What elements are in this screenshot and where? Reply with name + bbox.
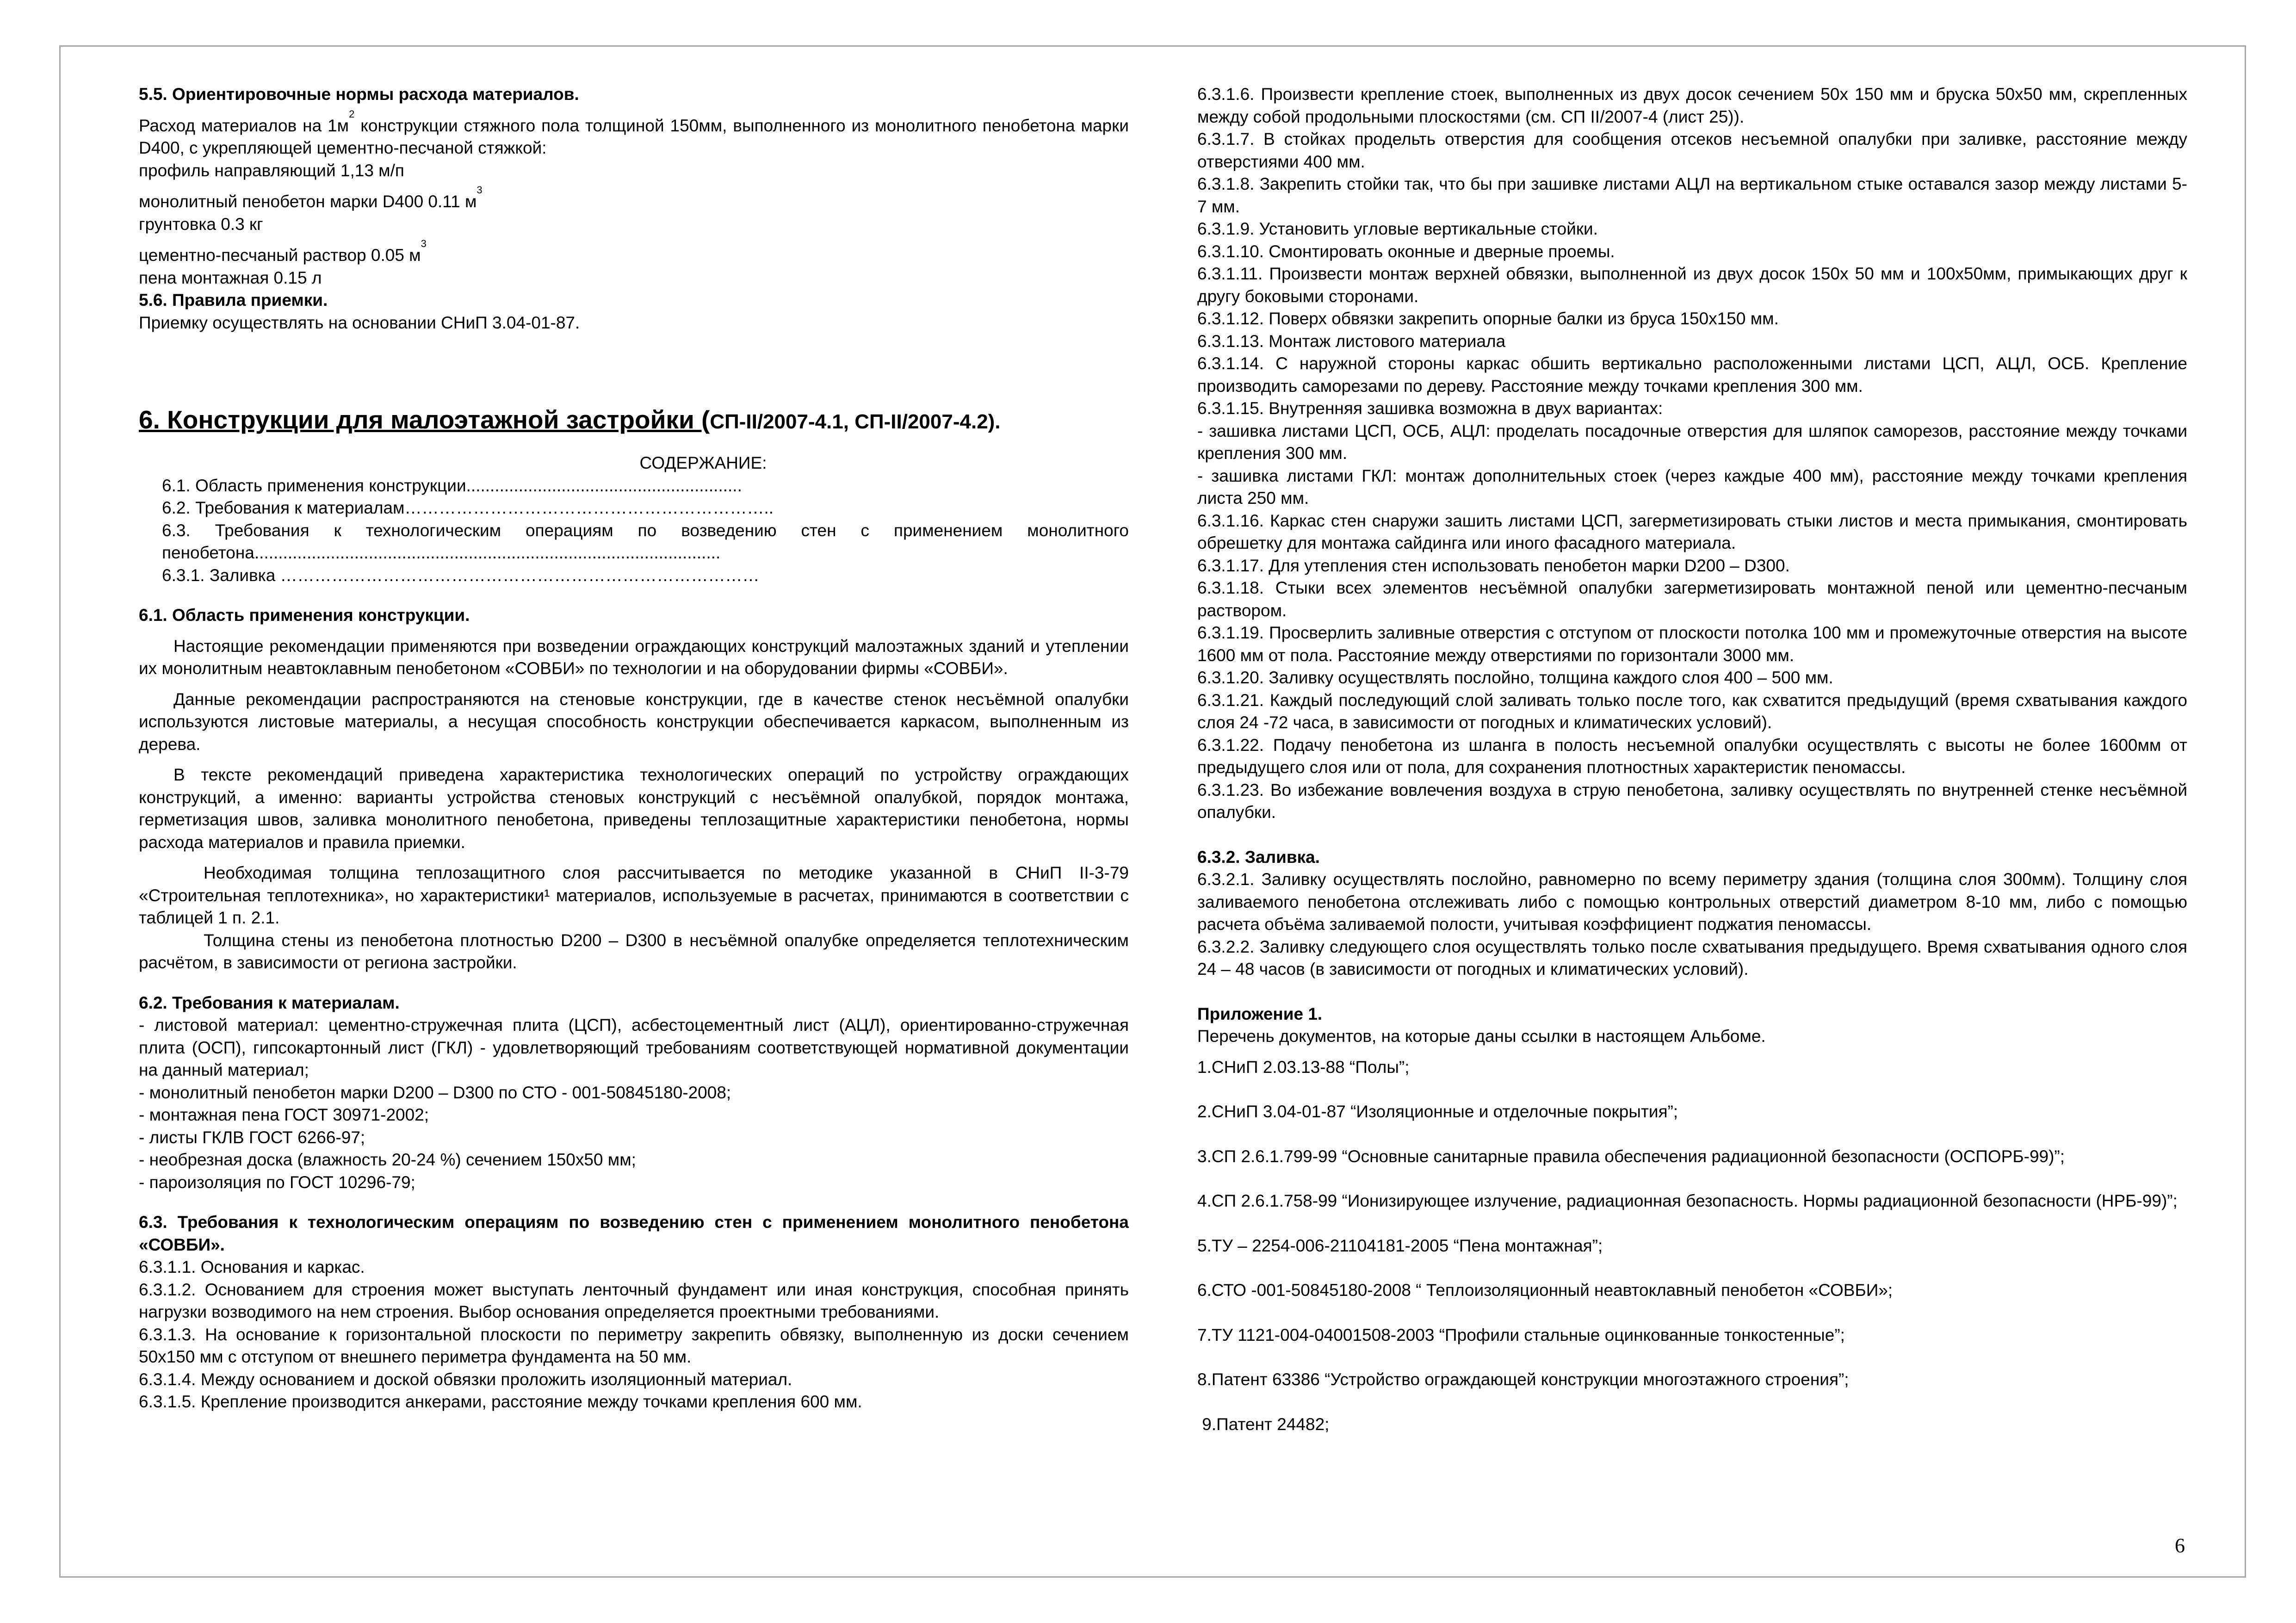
- list-item: 6.3.1.21. Каждый последующий слой заливать только после того, как схватится предыдущий (время схватывания каждого слоя 24 -72 часа, в зависимости от погодных и климатических условий).: [1197, 690, 2187, 732]
- list-item: 6.3.1.20. Заливку осуществлять послойно, толщина каждого слоя 400 – 500 мм.: [1197, 668, 1833, 687]
- list-item: 6.3.1.13. Монтаж листового материала: [1197, 331, 1506, 351]
- toc-item: 6.3.1. Заливка …………………………………………………………………………: [162, 565, 760, 585]
- appendix-1-list: [1197, 1056, 2187, 1436]
- paragraph: Настоящие рекомендации применяются при возведении ограждающих конструкций малоэтажных зданий и утеплении их монолитным неавтоклавным пенобетоном «СОВБИ» по технологии и на оборудовании фирмы «СОВБИ».: [139, 636, 1129, 678]
- list-item: 6.3.1.7. В стойках продельть отверстия для сообщения отсеков несъемной опалубки при заливке, расстояние между отверстиями 400 мм.: [1197, 130, 2187, 171]
- list-item: 9.Патент 24482;: [1197, 1414, 1330, 1434]
- list-item: 6.3.1.1. Основания и каркас.: [139, 1258, 365, 1276]
- list-item: 6.3.1.3. На основание к горизонтальной плоскости по периметру закрепить обвязку, выполненную из доски сечением 50х150 мм с отступом от внешнего периметра фундамента на 50 мм.: [139, 1325, 1129, 1366]
- list-item: - зашивка листами ГКЛ: монтаж дополнительных стоек (через каждые 400 мм), расстояние между точками крепления листа 250 мм.: [1197, 466, 2187, 508]
- list-item: - листовой материал: цементно-стружечная плита (ЦСП), асбестоцементный лист (АЦЛ), ориентированно-стружечная плита (ОСП), гипсокартонный лист (ГКЛ) - удовлетворяющий требованиям соответствующей нормативной документации на данный материал;: [139, 1016, 1129, 1079]
- list-item: 6.3.1.6. Произвести крепление стоек, выполненных из двух досок сечением 50х 150 мм и бруска 50х50 мм, скрепленных между собой продольными плоскостями (см. СП II/2007-4 (лист 25)).: [1197, 85, 2187, 126]
- material-line: пена монтажная 0.15 л: [139, 268, 322, 287]
- list-item: 8.Патент 63386 “Устройство ограждающей конструкции многоэтажного строения”;: [1197, 1370, 1849, 1389]
- list-item: 6.3.1.17. Для утепления стен использовать пенобетон марки D200 – D300.: [1197, 556, 1790, 575]
- list-item: 6.3.1.19. Просверлить заливные отверстия с отступом от плоскости потолка 100 мм и промежуточные отверстия на высоте 1600 мм от пола. Расстояние между отверстиями по горизонтали 3000 мм.: [1197, 623, 2187, 665]
- list-item: 5.ТУ – 2254-006-21104181-2005 “Пена монтажная”;: [1197, 1236, 1603, 1255]
- section-5-5-heading: 5.5. Ориентировочные нормы расхода материалов.: [139, 85, 579, 104]
- paragraph: Необходимая толщина теплозащитного слоя рассчитывается по методике указанной в СНиП II-3-79 «Строительная теплотехника», но характеристики¹ материалов, используемые в расчетах, принимаются в соответствии с таблицей 1 п. 2.1.: [139, 863, 1129, 927]
- material-line: грунтовка 0.3 кг: [139, 214, 263, 234]
- list-item: 6.3.1.5. Крепление производится анкерами, расстояние между точками крепления 600 мм.: [139, 1392, 862, 1411]
- list-item: - зашивка листами ЦСП, ОСБ, АЦЛ: проделать посадочные отверстия для шляпок саморезов, расстояние между точками крепления 300 мм.: [1197, 421, 2187, 463]
- section-5-6-heading: 5.6. Правила приемки.: [139, 291, 328, 310]
- appendix-1-heading: Приложение 1.: [1197, 1004, 1323, 1023]
- left-column: [139, 83, 1129, 1413]
- paragraph: Данные рекомендации распространяются на стеновые конструкции, где в качестве стенок несъёмной опалубки используются листовые материалы, а несущая способность конструкции обеспечивается каркасом, выполненным из дерева.: [139, 689, 1129, 754]
- paragraph: Толщина стены из пенобетона плотностью D200 – D300 в несъёмной опалубке определяется теплотехническим расчётом, в зависимости от региона застройки.: [139, 930, 1129, 972]
- list-item: 6.3.1.11. Произвести монтаж верхней обвязки, выполненной из двух досок 150х 50 мм и 100х50мм, примыкающих друг к другу боковыми сторонами.: [1197, 264, 2187, 306]
- list-item: 6.3.1.10. Смонтировать оконные и дверные проемы.: [1197, 242, 1615, 261]
- list-item: 6.3.1.23. Во избежание вовлечения воздуха в струю пенобетона, заливку осуществлять по внутренней стенке несъёмной опалубки.: [1197, 780, 2187, 822]
- page-number: 6: [2175, 1534, 2185, 1557]
- material-line: профиль направляющий 1,13 м/п: [139, 161, 404, 180]
- list-item: 6.3.1.18. Стыки всех элементов несъёмной опалубки загерметизировать монтажной пеной или цементно-песчаным раствором.: [1197, 578, 2187, 620]
- list-item: - монолитный пенобетон марки D200 – D300 по СТО - 001-50845180-2008;: [139, 1083, 731, 1102]
- list-item: 1.СНиП 2.03.13-88 “Полы”;: [1197, 1057, 1410, 1077]
- section-6-3-heading: 6.3. Требования к технологическим операциям по возведению стен с применением монолитного пенобетона «СОВБИ».: [139, 1213, 1129, 1254]
- list-item: 3.СП 2.6.1.799-99 “Основные санитарные правила обеспечения радиационной безопасности (ОСПОРБ-99)”;: [1197, 1146, 2065, 1166]
- list-item: 6.3.1.15. Внутренняя зашивка возможна в двух вариантах:: [1197, 399, 1663, 418]
- list-item: 6.3.1.8. Закрепить стойки так, что бы при зашивке листами АЦЛ на вертикальном стыке оставался зазор между листами 5-7 мм.: [1197, 174, 2187, 216]
- material-line: цементно-песчаный раствор 0.05 $м^3$: [139, 238, 427, 265]
- list-item: 6.3.1.16. Каркас стен снаружи зашить листами ЦСП, загерметизировать стыки листов и места примыкания, смонтировать обрешетку для монтажа сайдинга или иного фасадного материала.: [1197, 511, 2187, 552]
- list-item: 6.3.1.14. С наружной стороны каркас обшить вертикально расположенными листами ЦСП, АЦЛ, ОСБ. Крепление производить саморезами по дереву. Расстояние между точками крепления 300 мм.: [1197, 354, 2187, 396]
- list-item: 4.СП 2.6.1.758-99 “Ионизирующее излучение, радиационная безопасность. Нормы радиационной безопасности (НРБ-99)”;: [1197, 1191, 2178, 1210]
- material-line: монолитный пенобетон марки D400 0.11 $м^3$: [139, 184, 483, 211]
- list-item: - необрезная доска (влажность 20-24 %) сечением 150х50 мм;: [139, 1150, 636, 1169]
- toc-title: СОДЕРЖАНИЕ:: [639, 453, 767, 472]
- list-item: 6.3.1.22. Подачу пенобетона из шланга в полость несъемной опалубки осуществлять с высоты не более 1600мм от предыдущего слоя или от пола, для сохранения плотностных характеристик пеномассы.: [1197, 735, 2187, 777]
- paragraph: В тексте рекомендаций приведена характеристика технологических операций по устройству ограждающих конструкций, а именно: варианты устройства стеновых конструкций с несъёмной опалубкой, порядок монтажа, герметизация швов, заливка монолитного пенобетона, приведены теплозащитные характеристики пенобетона, нормы расхода материалов и правила приемки.: [139, 765, 1129, 852]
- list-item: 6.СТО -001-50845180-2008 “ Теплоизоляционный неавтоклавный пенобетон «СОВБИ»;: [1197, 1281, 1893, 1300]
- list-item: 6.3.1.9. Установить угловые вертикальные стойки.: [1197, 219, 1598, 238]
- list-item: 2.СНиП 3.04-01-87 “Изоляционные и отделочные покрытия”;: [1197, 1102, 1678, 1121]
- list-item: - листы ГКЛВ ГОСТ 6266-97;: [139, 1127, 365, 1147]
- chapter-6-title: 6. Конструкции для малоэтажной застройки (СП-II/2007-4.1, СП-II/2007-4.2).: [139, 405, 1001, 434]
- list-item: 6.3.1.12. Поверх обвязки закрепить опорные балки из бруса 150х150 мм.: [1197, 309, 1779, 328]
- list-item: 6.3.1.2. Основанием для строения может выступать ленточный фундамент или иная конструкция, способная принять нагрузки возводимого на нем строения. Выбор основания определяется проектными требованиями.: [139, 1280, 1129, 1321]
- section-6-1-heading: 6.1. Область применения конструкции.: [139, 606, 470, 625]
- list-item: - монтажная пена ГОСТ 30971-2002;: [139, 1105, 429, 1124]
- section-6-2-heading: 6.2. Требования к материалам.: [139, 993, 400, 1012]
- section-6-3-2-heading: 6.3.2. Заливка.: [1197, 847, 1320, 867]
- section-5-5-paragraph: Расход материалов на $1м^2$ конструкции стяжного пола толщиной 150мм, выполненного из монолитного пенобетона марки D400, с укрепляющей цементно-песчаной стяжкой:: [139, 108, 1129, 157]
- list-item: 6.3.1.4. Между основанием и доской обвязки проложить изоляционный материал.: [139, 1369, 792, 1389]
- list-item: - пароизоляция по ГОСТ 10296-79;: [139, 1172, 415, 1192]
- list-item: 6.3.2.1. Заливку осуществлять послойно, равномерно по всему периметру здания (толщина слоя 300мм). Толщину слоя заливаемого пенобетона отслеживать либо с помощью контрольных отверстий диаметром 8-10 мм, либо с помощью расчета объёма заливаемой полости, учитывая коэффициент поджатия пеномассы.: [1197, 870, 2187, 934]
- list-item: 6.3.2.2. Заливку следующего слоя осуществлять только после схватывания предыдущего. Время схватывания одного слоя 24 – 48 часов (в зависимости от погодных и климатических условий).: [1197, 937, 2187, 979]
- right-column: [1197, 83, 2187, 1436]
- list-item: 7.ТУ 1121-004-04001508-2003 “Профили стальные оцинкованные тонкостенные”;: [1197, 1325, 1845, 1344]
- toc-item: 6.2. Требования к материалам………………………………………………………..: [162, 498, 774, 517]
- section-5-6-text: Приемку осуществлять на основании СНиП 3.04-01-87.: [139, 313, 580, 332]
- toc-item: 6.3. Требования к технологическим операциям по возведению стен с применением монолитного пенобетона..................................................................................................: [162, 520, 1129, 562]
- toc-item: 6.1. Область применения конструкции..........................................................: [162, 476, 742, 495]
- appendix-1-intro: Перечень документов, на которые даны ссылки в настоящем Альбоме.: [1197, 1027, 1766, 1046]
